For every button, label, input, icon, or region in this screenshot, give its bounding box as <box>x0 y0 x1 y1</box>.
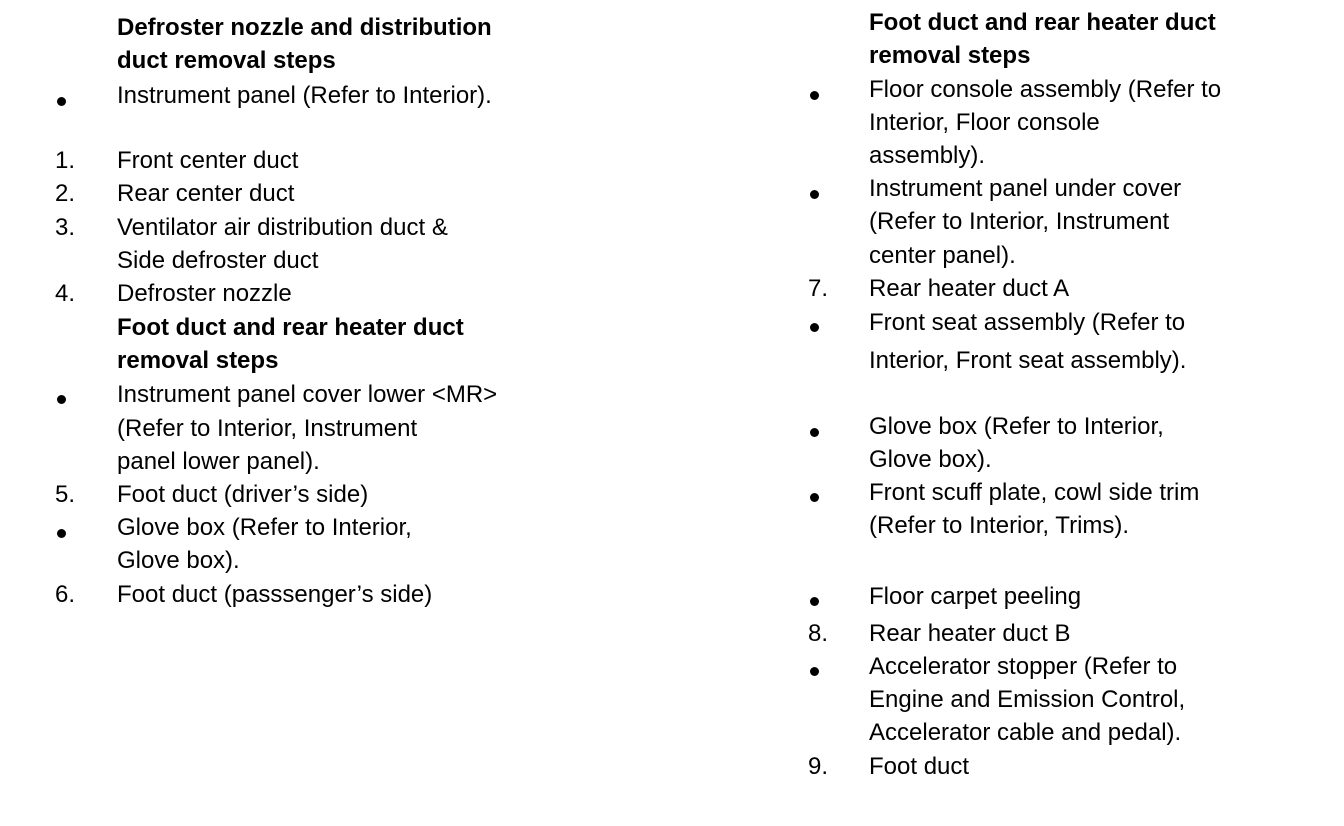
step-number: 5. <box>55 481 76 508</box>
list-item-text: Instrument panel (Refer to Interior). <box>117 82 492 109</box>
list-item-text: Interior, Front seat assembly). <box>869 347 1187 374</box>
bullet-icon <box>810 493 819 502</box>
list-item-text: panel lower panel). <box>117 448 320 475</box>
list-item-text: Front seat assembly (Refer to <box>869 309 1186 336</box>
list-item-text: Accelerator cable and pedal). <box>869 719 1182 746</box>
list-item-text: Glove box). <box>869 446 992 473</box>
list-item-text: (Refer to Interior, Instrument <box>117 415 418 442</box>
list-item-text: Rear heater duct A <box>869 275 1070 302</box>
left-heading-2-line-2: removal steps <box>117 347 279 374</box>
bullet-icon <box>810 428 819 437</box>
step-number: 4. <box>55 280 76 307</box>
list-item-text: Instrument panel cover lower <MR> <box>117 381 498 408</box>
step-number: 1. <box>55 147 76 174</box>
list-item-text: Glove box (Refer to Interior, <box>869 413 1164 440</box>
list-item-text: Instrument panel under cover <box>869 175 1182 202</box>
list-item-text: Front scuff plate, cowl side trim <box>869 479 1200 506</box>
step-number: 9. <box>808 753 829 780</box>
bullet-icon <box>810 667 819 676</box>
list-item-text: Foot duct (driver’s side) <box>117 481 369 508</box>
list-item-text: Glove box (Refer to Interior, <box>117 514 412 541</box>
list-item-text: Foot duct <box>869 753 970 780</box>
step-number: 7. <box>808 275 829 302</box>
list-item-text: Foot duct (passsenger’s side) <box>117 581 433 608</box>
right-heading-line-2: removal steps <box>869 42 1031 69</box>
step-number: 6. <box>55 581 76 608</box>
list-item-text: Side defroster duct <box>117 247 319 274</box>
bullet-icon <box>810 91 819 100</box>
bullet-icon <box>810 597 819 606</box>
list-item-text: Glove box). <box>117 547 240 574</box>
list-item-text: Interior, Floor console <box>869 109 1100 136</box>
bullet-icon <box>810 190 819 199</box>
bullet-icon <box>57 529 66 538</box>
list-item-text: Accelerator stopper (Refer to <box>869 653 1178 680</box>
list-item-text: Defroster nozzle <box>117 280 292 307</box>
left-heading-1-line-2: duct removal steps <box>117 47 336 74</box>
bullet-icon <box>810 323 819 332</box>
right-heading-line-1: Foot duct and rear heater duct <box>869 9 1216 36</box>
left-heading-2-line-1: Foot duct and rear heater duct <box>117 314 464 341</box>
list-item-text: Rear center duct <box>117 180 295 207</box>
list-item-text: Engine and Emission Control, <box>869 686 1186 713</box>
bullet-icon <box>57 395 66 404</box>
list-item-text: Rear heater duct B <box>869 620 1071 647</box>
step-number: 3. <box>55 214 76 241</box>
list-item-text: Floor console assembly (Refer to <box>869 76 1222 103</box>
left-heading-1-line-1: Defroster nozzle and distribution <box>117 14 492 41</box>
list-item-text: (Refer to Interior, Instrument <box>869 208 1170 235</box>
list-item-text: assembly). <box>869 142 986 169</box>
bullet-icon <box>57 97 66 106</box>
list-item-text: (Refer to Interior, Trims). <box>869 512 1130 539</box>
list-item-text: Ventilator air distribution duct & <box>117 214 448 241</box>
list-item-text: center panel). <box>869 242 1016 269</box>
list-item-text: Floor carpet peeling <box>869 583 1082 610</box>
step-number: 8. <box>808 620 829 647</box>
step-number: 2. <box>55 180 76 207</box>
list-item-text: Front center duct <box>117 147 299 174</box>
